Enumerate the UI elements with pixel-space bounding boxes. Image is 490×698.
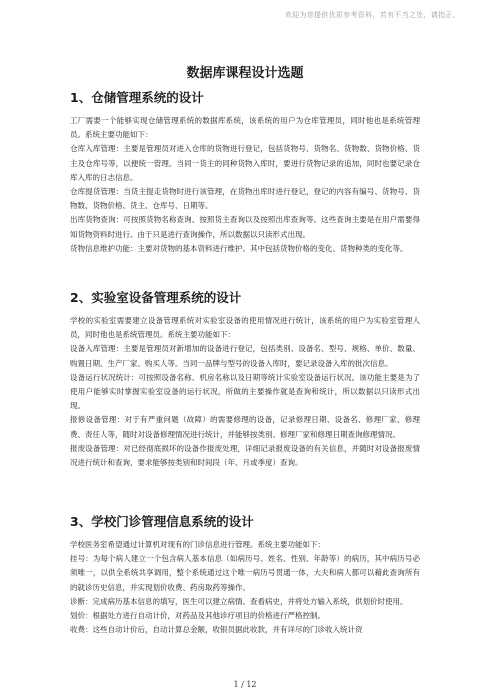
paragraph: 设备运行状况统计：可按照设备名称、机房名称以及日期等统计实验室设备运行状况。该功能主要是为了使用户能够实时掌握实验室设备的运行状况，所做的主要操作就是查询和统计，所以数据以只读形式出现。 (70, 372, 420, 411)
section-warehouse (70, 88, 420, 256)
paragraph: 报废设备管理：对已经彻底损坏的设备作报废处理，详细记录报废设备的有关信息，并随时对设备报废情况进行统计和查询，要求能够按类别和时间段（年、月或季度）查询。 (70, 443, 420, 468)
paragraph: 划价：根据处方进行自动计价，对药品及其他诊疗项目的价格进行严格控制。 (70, 611, 325, 621)
paragraph: 学校医务室希望通过计算机对现有的门诊信息进行管理。系统主要功能如下： (70, 540, 325, 549)
paragraph: 诊断：完成病历基本信息的填写，医生可以建立病情、查看病史，并将处方输入系统，供划价时使用。 (70, 596, 408, 606)
paragraph: 货物信息维护功能：主要对货物的基本资料进行维护。其中包括货物价格的变化、货物种类的变化等。 (70, 243, 408, 253)
section-heading: 2、实验室设备管理系统的设计 (70, 290, 242, 305)
header-watermark: 欢迎为您提供优质参考资料，若有不当之处，请指正。 (284, 11, 460, 19)
paragraph: 收费：这些自动计价后，自动计算总金额，收银员据此收款，并有详尽的门诊收入统计资 (70, 625, 363, 635)
paragraph: 出库货物查询：可按照货物名称查询、按照货主查询以及按照出库查询等。这些查询主要是在用户需要得知货物资料时进行。由于只是进行查询操作，所以数据以只读形式出现。 (70, 215, 420, 239)
section-lab-equipment (70, 288, 420, 470)
paragraph: 挂号：为每个病人建立一个包含病人基本信息（如病历号、姓名、性别、年龄等）的病历，其中病历号必须唯一，以供全系统共享调用，整个系统通过这个唯一病历号贯通一体，大夫和病人都可以藉此查询所有的就诊历史信息，并实现划价收费、药房取药等操作。 (70, 554, 420, 592)
paragraph: 仓库入库管理：主要是管理员对进入仓库的货物进行登记，包括货物号、货物名、货物数、货物价格、货主及仓库号等，以便统一管理。当同一货主的同种货物入库时，要进行货物记录的追加，同时也要记录仓库入库的日志信息。 (70, 144, 420, 182)
section-clinic (70, 512, 420, 637)
section-heading: 3、学校门诊管理信息系统的设计 (70, 514, 254, 529)
paragraph: 设备入库管理：主要是管理员对新增加的设备进行登记，包括类别、设备名、型号、规格、单价、数量、购置日期、生产厂家、购买人等。当同一品牌与型号的设备入库时，要记录设备入库的批次信息。 (70, 344, 420, 368)
paragraph: 仓库提货管理：当货主提走货物时进行该管理，在货物出库时进行登记，登记的内容有编号、货物号、货物数、货物价格、货主、仓库号、日期等。 (70, 187, 420, 211)
paragraph: 报修设备管理：对于有严重问题（故障）的需要修理的设备，记录修理日期、设备名、修理厂家、修理费、责任人等，随时对设备修理情况进行统计，并能够按类别、修理厂家和修理日期查询修理情况。 (70, 415, 420, 439)
section-heading: 1、仓储管理系统的设计 (70, 90, 204, 105)
paragraph: 学校的实验室需要建立设备管理系统对实验室设备的使用情况进行统计，该系统的用户为实验室管理人员，同时他也是系统管理员。系统主要功能如下： (70, 316, 420, 340)
paragraph: 工厂需要一个能够实现仓储管理系统的数据库系统，该系统的用户为仓库管理员，同时他也是系统管理员。系统主要功能如下： (70, 116, 420, 140)
page-title: 数据库课程设计选题 (186, 66, 304, 81)
page-number: 1 / 12 (233, 680, 257, 689)
